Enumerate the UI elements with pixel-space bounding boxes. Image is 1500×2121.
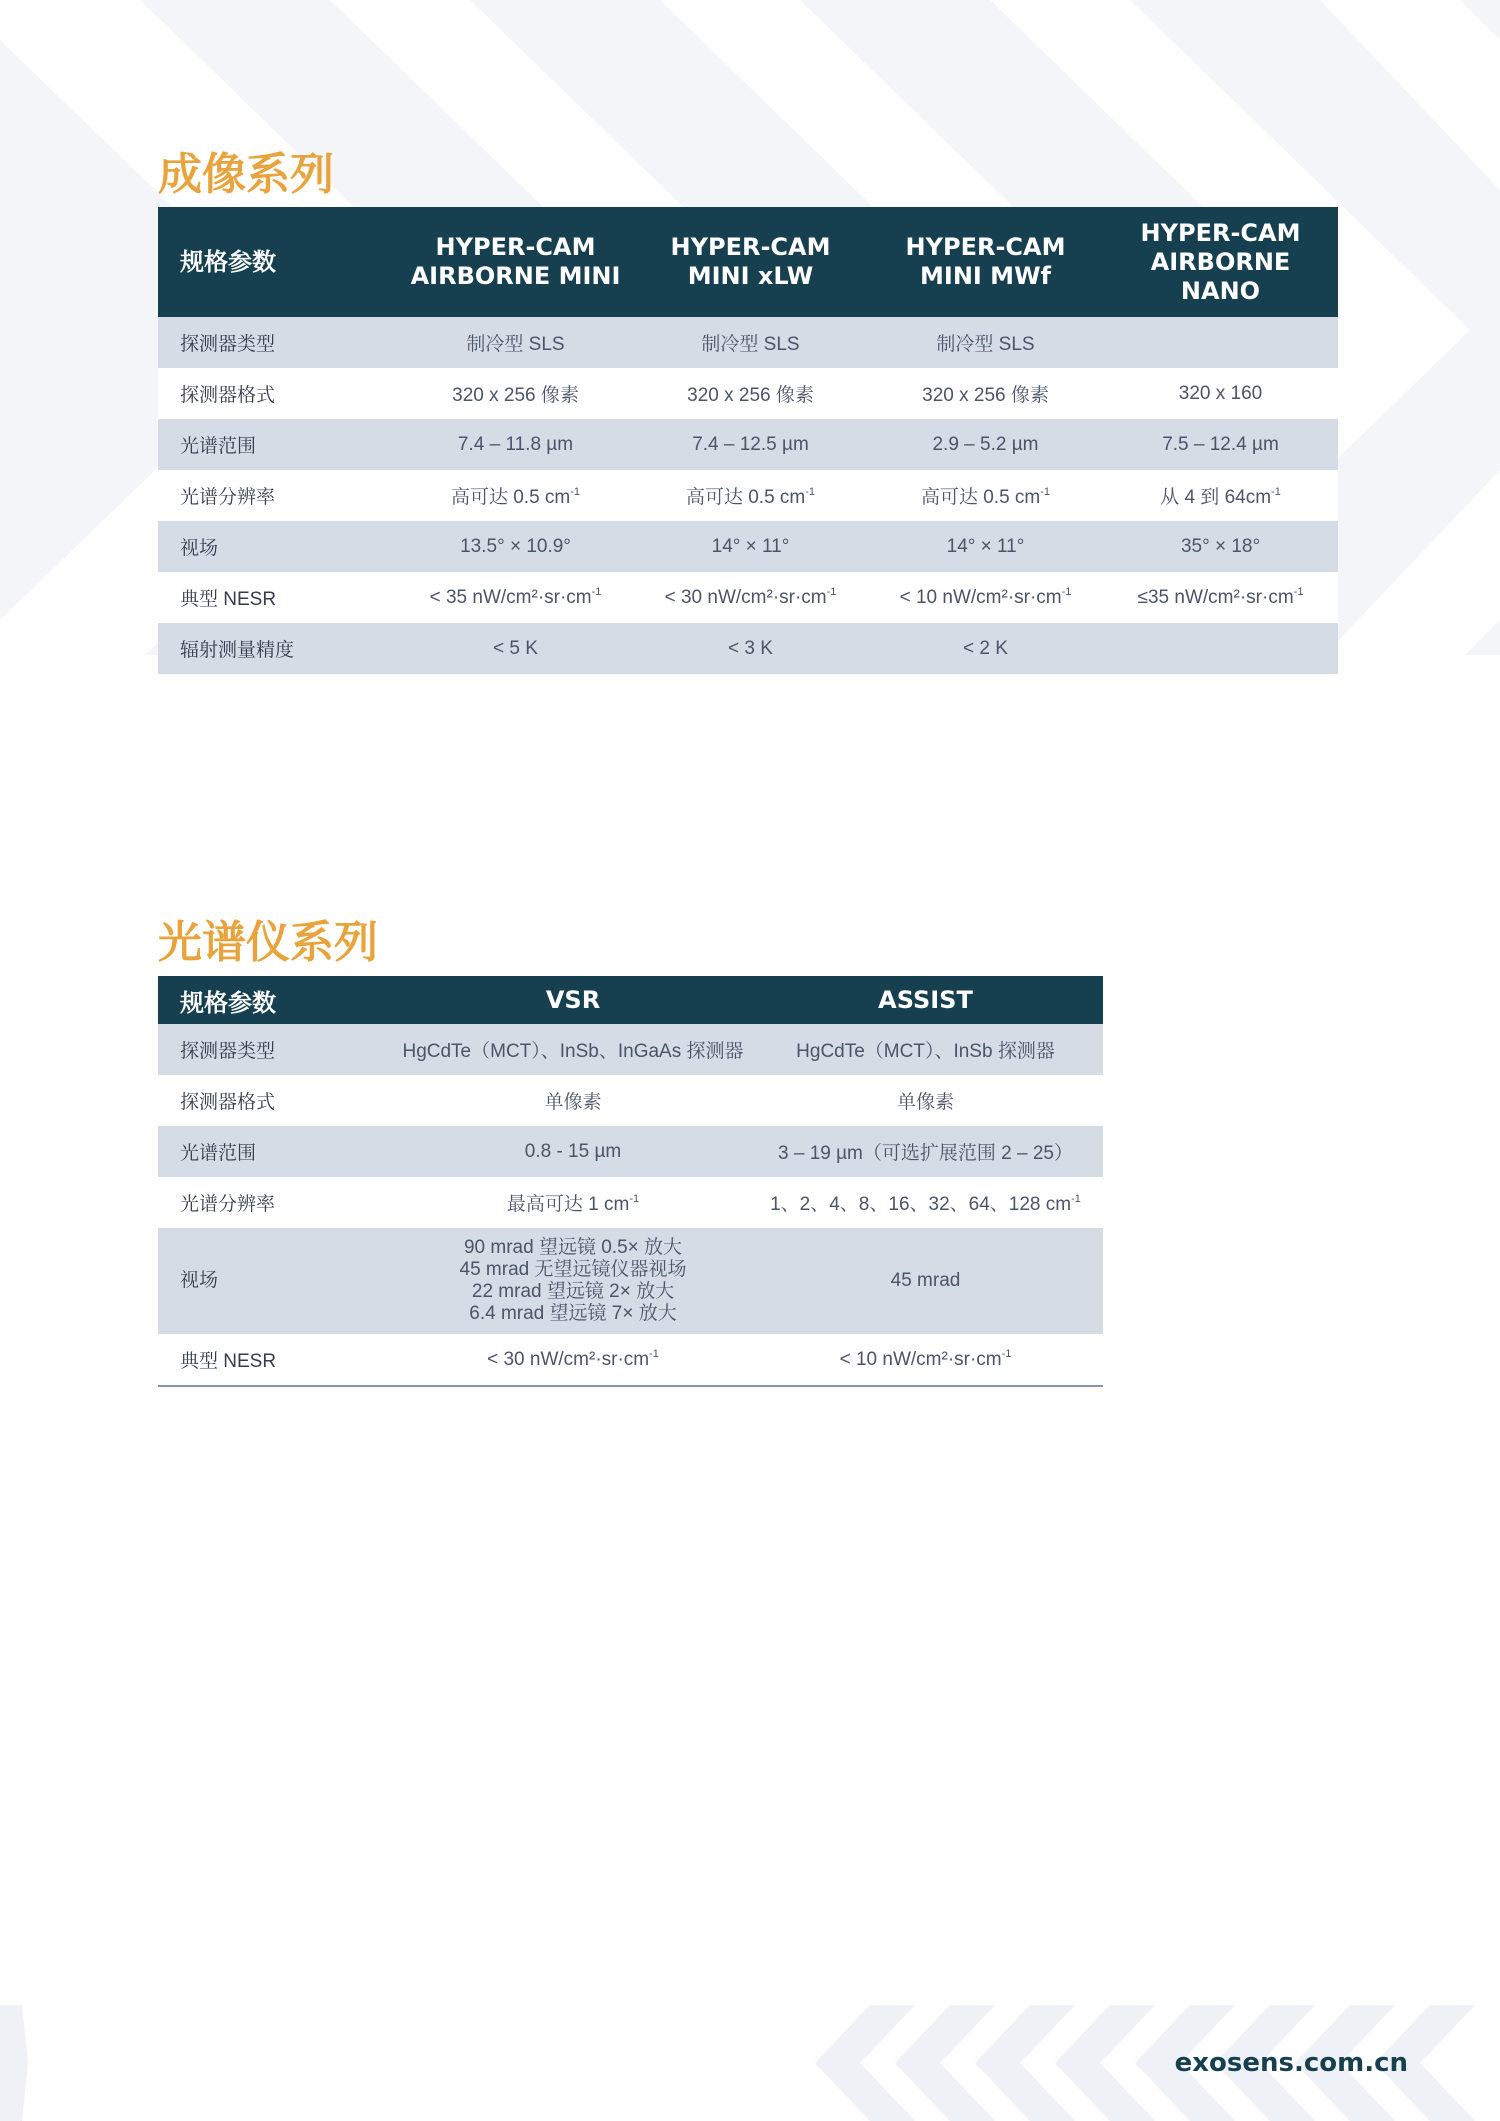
table-cell: 320 x 256 像素: [868, 368, 1103, 419]
table-row: [158, 1334, 1103, 1386]
table-row: [158, 1228, 1103, 1334]
table-cell: 最高可达 1 $cm^{-1}$: [398, 1177, 748, 1228]
table-cell: < 3 K: [633, 623, 868, 674]
table-cell: < 10 $nW/cm^2\cdot sr\cdot cm^{-1}$: [748, 1334, 1103, 1386]
superscript-exponent: -1: [1271, 486, 1281, 498]
spectrometer-spec-table: [158, 976, 1103, 1387]
table-row: [158, 368, 1338, 419]
spectrometer-series-title: 光谱仪系列: [158, 917, 378, 968]
row-label: 辐射测量精度: [158, 623, 398, 674]
table-cell: 13.5° × 10.9°: [398, 521, 633, 572]
header-spec-params: 规格参数: [158, 976, 398, 1024]
footer-website-link[interactable]: exosens.com.cn: [1174, 2048, 1408, 2078]
row-label: 探测器格式: [158, 1075, 398, 1126]
table-cell: 制冷型 SLS: [868, 317, 1103, 368]
row-label: 典型 NESR: [158, 1334, 398, 1386]
superscript-exponent: -1: [1001, 1347, 1012, 1360]
table-cell: 45 mrad: [748, 1228, 1103, 1334]
table-cell: < 30 $nW/cm^2\cdot sr\cdot cm^{-1}$: [633, 572, 868, 623]
table-cell: 320 x 256 像素: [633, 368, 868, 419]
table-cell: ≤35 $nW/cm^2\cdot sr\cdot cm^{-1}$: [1103, 572, 1338, 623]
row-label: 光谱分辨率: [158, 470, 398, 521]
row-label: 探测器类型: [158, 317, 398, 368]
row-label: 典型 NESR: [158, 572, 398, 623]
table-row: [158, 1126, 1103, 1177]
superscript-exponent: -1: [805, 486, 816, 498]
table-row: [158, 623, 1338, 674]
header-assist: ASSIST: [748, 976, 1103, 1024]
row-label: 探测器类型: [158, 1024, 398, 1075]
table-cell: 单像素: [748, 1075, 1103, 1126]
row-label: 光谱范围: [158, 419, 398, 470]
superscript-exponent: -1: [591, 585, 602, 598]
header-hypercam-airborne-mini: HYPER-CAM AIRBORNE MINI: [398, 207, 633, 317]
header-spec-params: 规格参数: [158, 207, 398, 317]
table-cell: < 35 $nW/cm^2\cdot sr\cdot cm^{-1}$: [398, 572, 633, 623]
header-hypercam-mini-mwf: HYPER-CAM MINI MWf: [868, 207, 1103, 317]
table-row: [158, 317, 1338, 368]
table-cell: 320 x 256 像素: [398, 368, 633, 419]
table-cell: 2.9 – 5.2 µm: [868, 419, 1103, 470]
table-cell: 高可达 0.5 $cm^{-1}$: [868, 470, 1103, 521]
table-cell: 1、2、4、8、16、32、64、128 $cm^{-1}$: [748, 1177, 1103, 1228]
table-cell: 7.5 – 12.4 µm: [1103, 419, 1338, 470]
table-cell: [1103, 623, 1338, 674]
table-cell: [1103, 317, 1338, 368]
table-cell: HgCdTe（MCT）、InSb、InGaAs 探测器: [398, 1024, 748, 1075]
table-row: [158, 1177, 1103, 1228]
table-row: [158, 470, 1338, 521]
table-cell: 14° × 11°: [868, 521, 1103, 572]
superscript-exponent: -1: [826, 585, 837, 598]
table-cell: 14° × 11°: [633, 521, 868, 572]
table-cell: < 30 $nW/cm^2\cdot sr\cdot cm^{-1}$: [398, 1334, 748, 1386]
row-label: 视场: [158, 1228, 398, 1334]
table-cell: HgCdTe（MCT）、InSb 探测器: [748, 1024, 1103, 1075]
superscript-exponent: -1: [1040, 486, 1051, 498]
table-cell: 制冷型 SLS: [633, 317, 868, 368]
header-vsr: VSR: [398, 976, 748, 1024]
row-label: 视场: [158, 521, 398, 572]
table-cell: 高可达 0.5 $cm^{-1}$: [633, 470, 868, 521]
imaging-series-title: 成像系列: [158, 149, 334, 200]
superscript-exponent: -1: [649, 1347, 659, 1360]
table-cell: 35° × 18°: [1103, 521, 1338, 572]
row-label: 光谱分辨率: [158, 1177, 398, 1228]
superscript-exponent: -1: [1071, 1193, 1081, 1205]
superscript-exponent: -1: [570, 486, 581, 498]
superscript-exponent: -1: [1061, 585, 1072, 598]
table-row: [158, 572, 1338, 623]
header-hypercam-airborne-nano: HYPER-CAM AIRBORNE NANO: [1103, 207, 1338, 317]
table-cell: 3 – 19 µm（可选扩展范围 2 – 25）: [748, 1126, 1103, 1177]
table-cell: < 5 K: [398, 623, 633, 674]
table-cell: 320 x 160: [1103, 368, 1338, 419]
table-header-row: [158, 207, 1338, 317]
row-label: 光谱范围: [158, 1126, 398, 1177]
table-row: [158, 1075, 1103, 1126]
imaging-spec-table: [158, 207, 1338, 674]
table-cell: 从 4 到 $64cm^{-1}$: [1103, 470, 1338, 521]
table-cell: 7.4 – 12.5 µm: [633, 419, 868, 470]
table-cell: 90 mrad 望远镜 0.5× 放大 45 mrad 无望远镜仪器视场 22 mrad 望远镜 2× 放大 6.4 mrad 望远镜 7× 放大: [398, 1228, 748, 1334]
table-cell: 单像素: [398, 1075, 748, 1126]
header-hypercam-mini-xlw: HYPER-CAM MINI xLW: [633, 207, 868, 317]
table-cell: < 2 K: [868, 623, 1103, 674]
table-cell: 0.8 - 15 µm: [398, 1126, 748, 1177]
table-row: [158, 521, 1338, 572]
table-cell: 制冷型 SLS: [398, 317, 633, 368]
table-row: [158, 419, 1338, 470]
superscript-exponent: -1: [1293, 585, 1304, 598]
table-header-row: [158, 976, 1103, 1024]
table-cell: 7.4 – 11.8 µm: [398, 419, 633, 470]
table-cell: < 10 $nW/cm^2\cdot sr\cdot cm^{-1}$: [868, 572, 1103, 623]
table-cell: 高可达 0.5 $cm^{-1}$: [398, 470, 633, 521]
superscript-exponent: -1: [629, 1193, 640, 1205]
row-label: 探测器格式: [158, 368, 398, 419]
table-row: [158, 1024, 1103, 1075]
